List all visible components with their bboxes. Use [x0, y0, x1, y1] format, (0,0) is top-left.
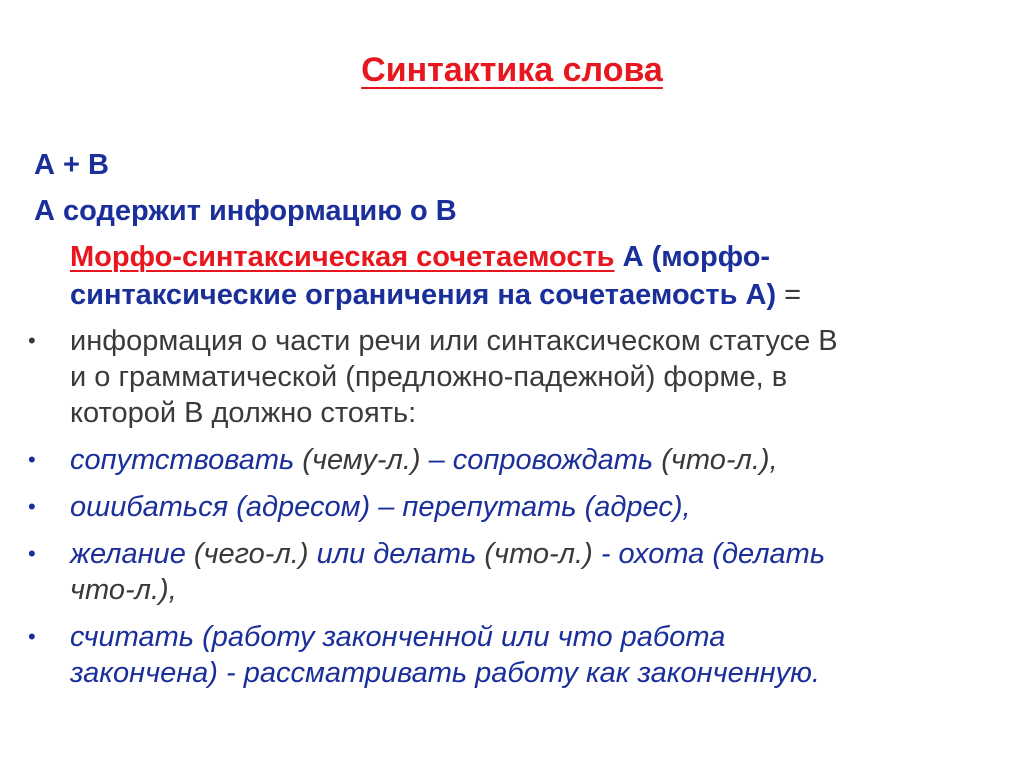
- example-govern: (чего-л.): [185, 538, 317, 570]
- example-word: сопутствовать: [70, 444, 295, 476]
- example-word: или делать: [316, 538, 477, 570]
- equals-sign: =: [776, 279, 802, 311]
- bullet-5-line-2: закончена) - рассматривать работу как законченную.: [70, 657, 820, 689]
- bullet-dot: •: [28, 541, 36, 566]
- bullet-1-line-3: которой В должно стоять:: [70, 397, 417, 429]
- slide-title: [0, 48, 1024, 92]
- example-govern: (что-л.): [476, 538, 601, 570]
- bullet-1-line-2: и о грамматической (предложно-падежной) форме, в: [70, 361, 788, 393]
- bullet-dot: •: [28, 447, 36, 472]
- morpho-rest-2: синтаксические ограничения на сочетаемость А): [70, 279, 777, 311]
- bullet-dot: •: [28, 494, 36, 519]
- bullet-5-line-1: считать (работу законченной или что работа: [70, 621, 726, 653]
- bullet-2-line: [70, 443, 778, 477]
- example-word: – сопровождать: [428, 444, 654, 476]
- morpho-rest-1: А (морфо-: [614, 241, 771, 273]
- bullet-dot: •: [28, 328, 36, 353]
- bullet-dot: •: [28, 624, 36, 649]
- formula-line: А + В: [34, 149, 109, 181]
- contains-line: А содержит информацию о В: [34, 195, 457, 227]
- bullet-3-line: ошибаться (адресом) – перепутать (адрес),: [70, 491, 691, 523]
- bullet-4-line-2: что-л.),: [70, 574, 177, 606]
- example-word: желание: [70, 538, 186, 570]
- bullet-1-line-1: информация о части речи или синтаксическом статусе В: [70, 325, 838, 357]
- morpho-line-1: [70, 240, 770, 274]
- bullet-4-line-1: [70, 537, 825, 571]
- morpho-line-2: [70, 278, 801, 312]
- slide-title-text: Синтактика слова: [361, 51, 663, 89]
- example-govern: (что-л.),: [653, 444, 778, 476]
- example-govern: (чему-л.): [294, 444, 429, 476]
- example-word: - охота (делать: [600, 538, 826, 570]
- morpho-term: Морфо-синтаксическая сочетаемость: [70, 241, 615, 273]
